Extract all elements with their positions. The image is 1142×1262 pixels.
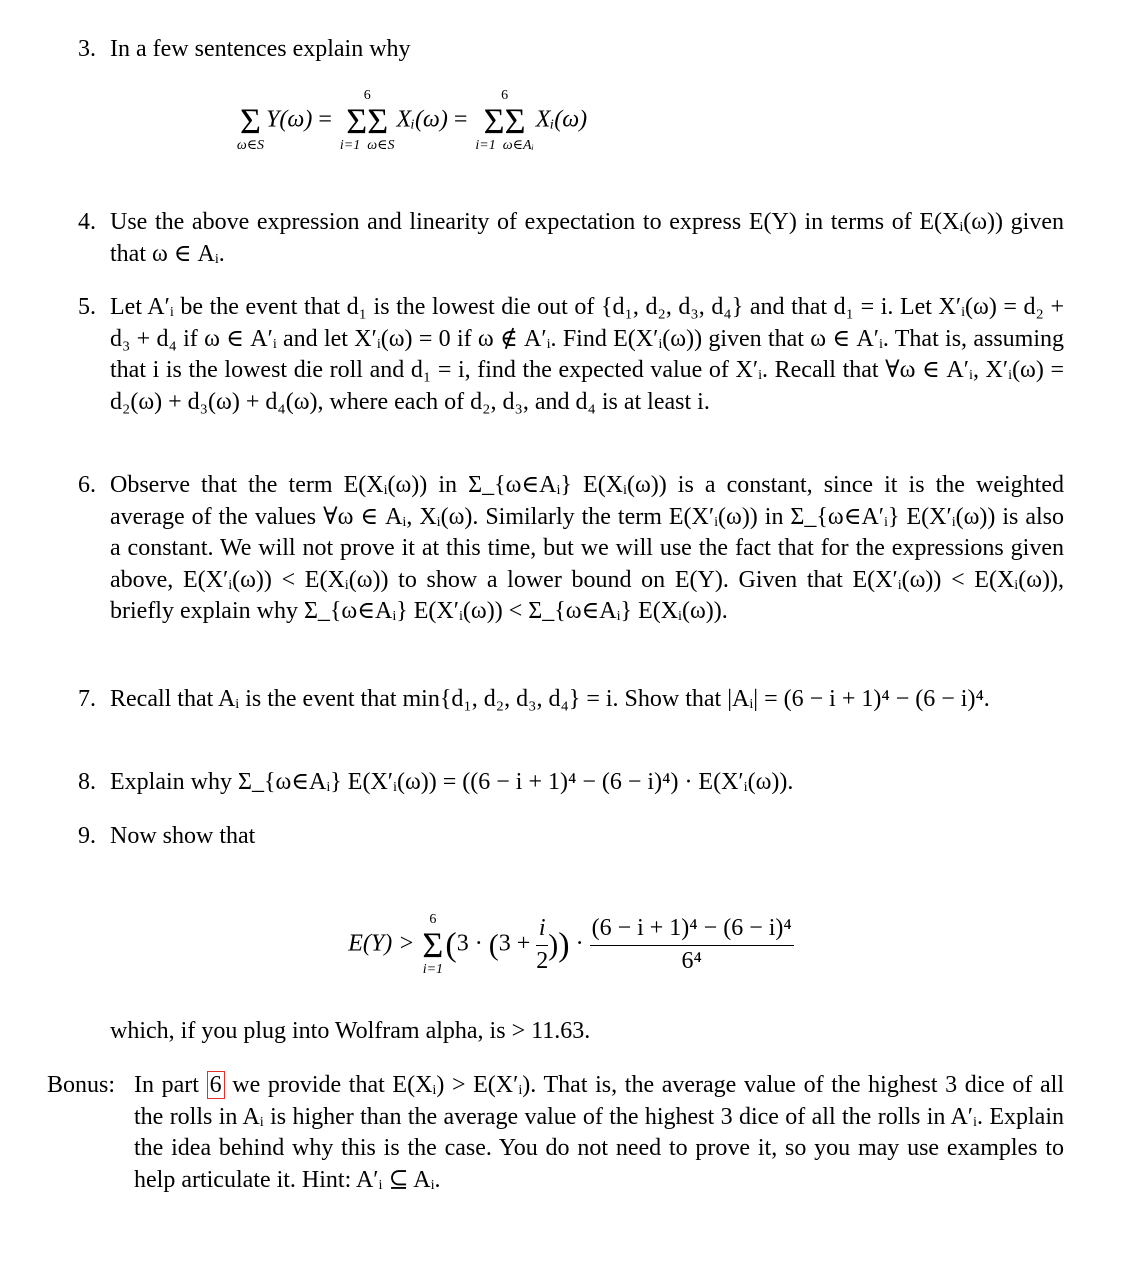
result-text: which, if you plug into Wolfram alpha, is > 11.63. (110, 1018, 591, 1044)
problem-text: Use the above expression and linearity of expectation to express E(Y) in terms of E(Xᵢ(ω)) given that ω ∈ Aᵢ. (110, 209, 1064, 267)
equation-term-3: Xᵢ(ω) (535, 106, 588, 133)
problem-text: Let A′ᵢ be the event that d₁ is the lowest die out of {d₁, d₂, d₃, d₄} and that d₁ = i. Let X′ᵢ(ω) = d₂ + d₃ + d₄ if ω ∈ A′ᵢ and let X′ᵢ(ω) = 0 if ω ∉ A′ᵢ. Find E(X′ᵢ(ω)) given that ω ∈ A′ᵢ. That is, assuming that i is the lowest die roll and d₁ = i, find the expected value of X′ᵢ. Recall that ∀ω ∈ A′ᵢ, X′ᵢ(ω) = d₂(ω) + d₃(ω) + d₄(ω), where each of d₂, d₃, and d₄ is at least i. (110, 294, 1064, 415)
sum-symbol: 6 Σ i=1 (422, 912, 444, 977)
equation-lower-bound: E(Y) > 6 Σ i=1 (3 · (3 + $\frac{i}{2}$ )) · $\frac{\text{(6 − i + 1)⁴ − (6 − i)⁴}}{\text{6⁴}}$ (348, 912, 792, 977)
bonus-label: Bonus: (47, 1072, 116, 1098)
problem-number: 6. (78, 472, 96, 498)
problem-text: Recall that Aᵢ is the event that min{d₁, d₂, d₃, d₄} = i. Show that |Aᵢ| = (6 − i + 1)⁴ − (6 − i)⁴. (110, 686, 990, 712)
equation-sum-identity: Σ ω∈S Y(ω) = 6 ΣΣ i=1 ω∈S Xᵢ(ω) = 6 ΣΣ i=1 ω∈Aᵢ Xᵢ(ω) (236, 88, 588, 153)
problem-text: In a few sentences explain why (110, 36, 411, 62)
sum-symbol-outer-2: 6 ΣΣ i=1 ω∈Aᵢ (475, 88, 534, 153)
fraction-count-over-total: $\frac{\text{(6 − i + 1)⁴ − (6 − i)⁴}}{\text{6⁴}}$ (591, 915, 792, 974)
problem-number: 4. (78, 209, 96, 235)
equation-lhs: Y(ω) (266, 106, 313, 133)
bonus-text: In part 6 we provide that E(Xᵢ) > E(X′ᵢ). That is, the average value of the highest 3 dice of all the rolls in Aᵢ is higher than the average value of the highest 3 dice of all the rolls in A′ᵢ. Explain the idea behind why this is the case. You do not need to prove it, so you may use examples to help articulate it. Hint: A′ᵢ ⊆ Aᵢ. (134, 1072, 1065, 1193)
sum-symbol: Σ ω∈S (236, 101, 265, 153)
problem-text: Observe that the term E(Xᵢ(ω)) in Σ_{ω∈Aᵢ} E(Xᵢ(ω)) is a constant, since it is the weighted average of the values ∀ω ∈ Aᵢ, Xᵢ(ω). Similarly the term E(X′ᵢ(ω)) in Σ_{ω∈A′ᵢ} E(X′ᵢ(ω)) is also a constant. We will not prove it at this time, but we will use the fact that for the expressions given above, E(X′ᵢ(ω)) < E(Xᵢ(ω)) to show a lower bound on E(Y). Given that E(X′ᵢ(ω)) < E(Xᵢ(ω)), briefly explain why Σ_{ω∈Aᵢ} E(X′ᵢ(ω)) < Σ_{ω∈Aᵢ} E(Xᵢ(ω)). (110, 472, 1064, 624)
problem-text: Explain why Σ_{ω∈Aᵢ} E(X′ᵢ(ω)) = ((6 − i + 1)⁴ − (6 − i)⁴) · E(X′ᵢ(ω)). (110, 769, 794, 795)
problem-text: Now show that (110, 823, 256, 849)
fraction-i-over-2: $\frac{i}{2}$ (536, 915, 549, 974)
problem-number: 9. (78, 823, 96, 849)
problem-number: 5. (78, 294, 96, 320)
problem-number: 7. (78, 686, 96, 712)
sum-symbol-outer: 6 ΣΣ i=1 ω∈S (339, 88, 395, 153)
equation-term-2: Xᵢ(ω) (396, 106, 448, 133)
part-6-link[interactable]: 6 (207, 1071, 225, 1099)
problem-number: 8. (78, 769, 96, 795)
problem-number: 3. (78, 36, 96, 62)
equation-lhs: E(Y) > (348, 930, 415, 957)
